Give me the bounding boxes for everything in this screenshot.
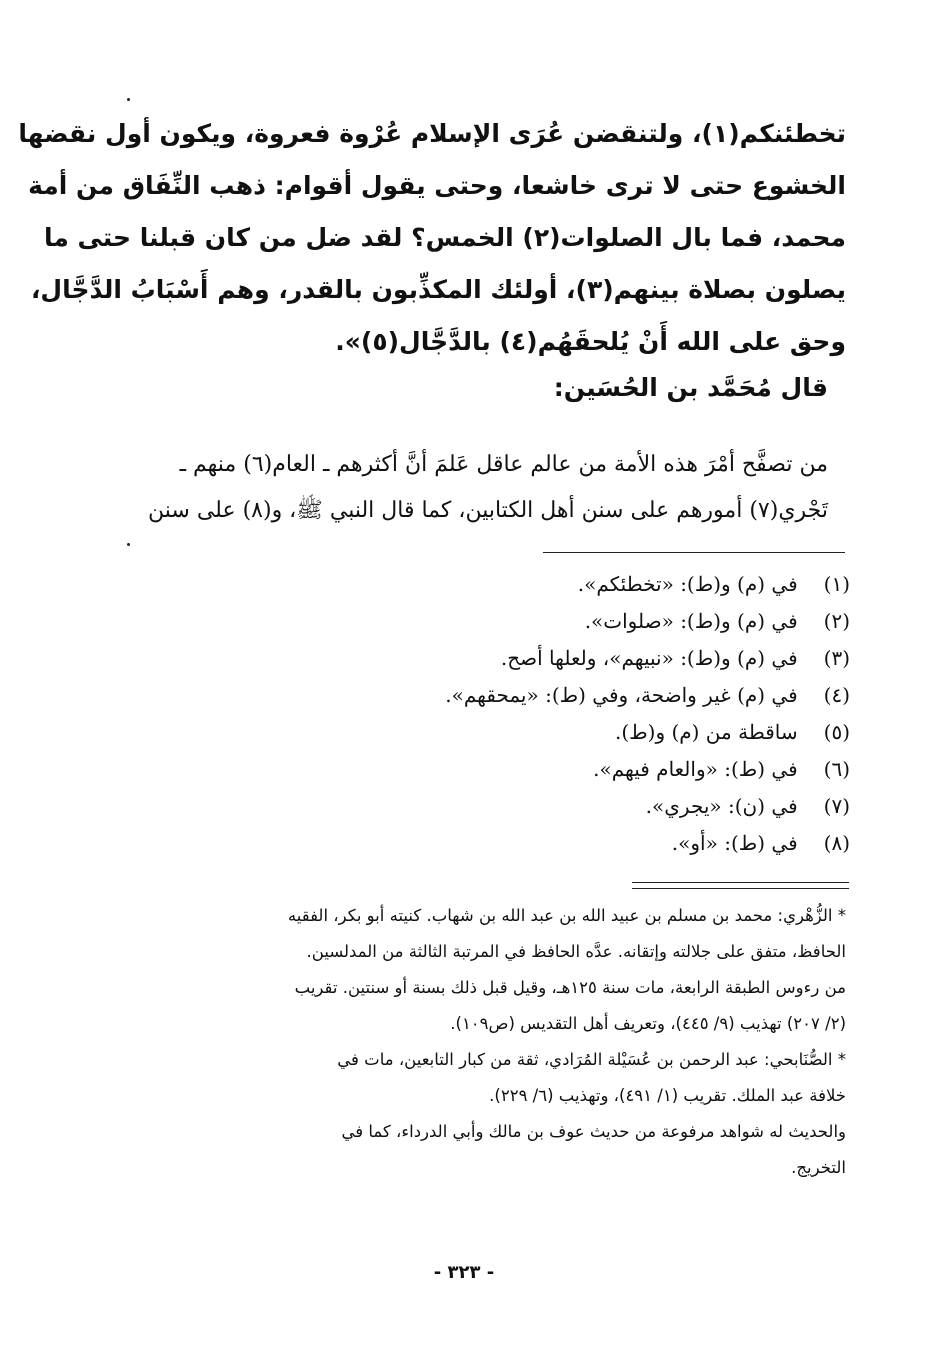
note-line: التخريج. (791, 1158, 846, 1177)
notes-separator (632, 888, 849, 889)
margin-mark (127, 543, 130, 546)
main-text-line: تخطئنكم(١)، ولتنقضن عُرَى الإسلام عُرْوة فعروة، ويكون أول نقضها (18, 119, 846, 148)
footnote-text: في (ط): «والعام فيهم». (593, 757, 798, 781)
notes-separator (632, 882, 849, 883)
footnote-number: (٧) (823, 794, 850, 818)
footnote-number: (٢) (823, 609, 850, 633)
main-text-line: يصلون بصلاة بينهم(٣)، أولئك المكذِّبون بالقدر، وهم أَسْبَابُ الدَّجَّال، (30, 275, 846, 304)
biographical-notes (150, 898, 846, 1186)
footnote-number: (٥) (823, 720, 850, 744)
footnote (330, 566, 850, 603)
main-text-line: الخشوع حتى لا ترى خاشعا، وحتى يقول أقوام: ذهب النِّفَاق من أمة (28, 171, 846, 200)
footnote-text: في (ط): «أو». (671, 831, 798, 855)
margin-mark (127, 98, 130, 101)
footnote (330, 640, 850, 677)
note-line: خلافة عبد الملك. تقريب (١/ ٤٩١)، وتهذيب (٦/ ٢٢٩). (489, 1086, 846, 1105)
main-text-line: محمد، فما بال الصلوات(٢) الخمس؟ لقد ضل من كان قبلنا حتى ما (43, 223, 846, 252)
footnote-number: (٤) (823, 683, 850, 707)
footnote-separator (543, 552, 845, 553)
footnote (330, 714, 850, 751)
footnote (330, 677, 850, 714)
body-text (148, 442, 828, 534)
note-line: الحافظ، متفق على جلالته وإتقانه. عدَّه الحافظ في المرتبة الثالثة من المدلسين. (306, 942, 846, 961)
footnote-text: ساقطة من (م) و(ط). (614, 720, 798, 744)
footnote-number: (١) (823, 572, 850, 596)
footnote-text: في (م) و(ط): «صلوات». (584, 609, 798, 633)
note-line: * الصُّنَابحي: عبد الرحمن بن عُسَيْلة المُرَادي، ثقة من كبار التابعين، مات في (337, 1050, 846, 1069)
footnote (330, 825, 850, 862)
footnote-number: (٨) (823, 831, 850, 855)
body-text-line: من تصفَّح أمْرَ هذه الأمة من عالم عاقل عَلمَ أنَّ أكثرهم ـ العام(٦) منهم ـ (179, 452, 828, 477)
footnote-text: في (ن): «يجري». (645, 794, 798, 818)
footnote-text: في (م) و(ط): «نبيهم»، ولعلها أصح. (500, 646, 798, 670)
footnote-number: (٣) (823, 646, 850, 670)
footnote (330, 751, 850, 788)
note-line: * الزُّهْري: محمد بن مسلم بن عبيد الله بن عبد الله بن شهاب. كنيته أبو بكر، الفقيه (287, 906, 846, 925)
body-text-line: تَجْري(٧) أمورهم على سنن أهل الكتابين، كما قال النبي ﷺ، و(٨) على سنن (148, 498, 828, 523)
main-text-line: وحق على الله أَنْ يُلحقَهُم(٤) بالدَّجَّال(٥)». (335, 327, 846, 356)
footnote (330, 788, 850, 825)
note-line: (٢/ ٢٠٧) تهذيب (٩/ ٤٤٥)، وتعريف أهل التقديس (ص١٠٩). (450, 1014, 846, 1033)
footnote-number: (٦) (823, 757, 850, 781)
footnote-text: في (م) غير واضحة، وفي (ط): «يمحقهم». (445, 683, 798, 707)
note-line: والحديث له شواهد مرفوعة من حديث عوف بن مالك وأبي الدرداء، كما في (341, 1122, 846, 1141)
section-heading: قال مُحَمَّد بن الحُسَين: (553, 373, 828, 402)
note-line: من رءوس الطبقة الرابعة، مات سنة ١٢٥هـ، وقيل قبل ذلك بسنة أو سنتين. تقريب (294, 978, 846, 997)
footnotes-list (330, 566, 850, 862)
footnote (330, 603, 850, 640)
main-text (18, 108, 846, 368)
page-number: - ٣٢٣ - (433, 1262, 495, 1283)
footnote-text: في (م) و(ط): «تخطئكم». (577, 572, 798, 596)
